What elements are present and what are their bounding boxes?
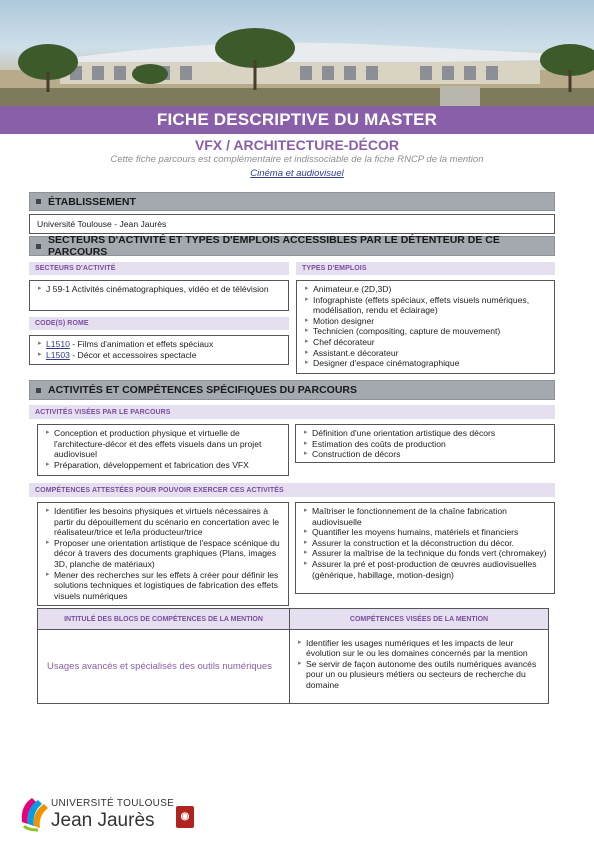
list-item: ▸ Assurer la construction et la déconstruction du décor.: [304, 538, 548, 549]
activites-visees-left-box: [37, 424, 289, 476]
intro-text: Cette fiche parcours est complémentaire et indissociable de la fiche RNCP de la mention: [110, 154, 484, 165]
secteurs-activite-label: SECTEURS D'ACTIVITÉ: [29, 262, 289, 275]
list-item: ▸ Quantifier les moyens humains, matériels et financiers: [304, 527, 548, 538]
list-item: ▸ Se servir de façon autonome des outils numériques avancés pour un ou plusieurs métiers ou secteurs de recherche du domaine: [298, 659, 542, 690]
list-item: ▸ J 59-1 Activités cinématographiques, vidéo et de télévision: [38, 284, 282, 295]
list-item: ▸ Préparation, développement et fabrication des VFX: [46, 460, 282, 471]
rome-code-link[interactable]: L1503: [46, 349, 70, 360]
list-item: ▸ Définition d'une orientation artistique des décors: [304, 428, 548, 439]
list-item: ▸ Technicien (compositing, capture de mouvement): [305, 326, 548, 337]
list-item: ▸ Chef décorateur: [305, 337, 548, 348]
campus-header-photo: [0, 0, 594, 106]
list-item: ▸ Assurer la pré et post-production de œuvres audiovisuelles (générique, habillage, motion-design): [304, 559, 548, 580]
square-bullet-icon: [36, 244, 41, 249]
competences-left-box: [37, 502, 289, 606]
square-bullet-icon: [36, 388, 41, 393]
secteurs-activite-box: [29, 280, 289, 311]
list-item: ▸ Identifier les besoins physiques et virtuels nécessaires à partir du dépouillement du scénario en concertation avec le réalisateur/trice et le/la producteur/trice: [46, 506, 282, 538]
rome-code-text: - Décor et accessoires spectacle: [69, 349, 197, 360]
university-emblem-icon: [18, 792, 52, 832]
list-item: ▸ Infographiste (effets spéciaux, effets visuels numériques, modélisation, rendu et éclairage): [305, 295, 548, 316]
section-secteurs: [29, 236, 555, 256]
types-emplois-label: TYPES D'EMPLOIS: [296, 262, 555, 275]
etablissement-value: Université Toulouse - Jean Jaurès: [29, 214, 555, 234]
code-rome-box: [29, 335, 289, 365]
list-item: ▸ Animateur.e (2D,3D): [305, 284, 548, 295]
page-title: FICHE DESCRIPTIVE DU MASTER: [0, 106, 594, 134]
list-item: ▸ Construction de décors: [304, 449, 548, 460]
section-heading: ÉTABLISSEMENT: [48, 195, 136, 208]
list-item: ▸ Designer d'espace cinématographique: [305, 358, 548, 369]
code-rome-label: CODE(S) ROME: [29, 317, 289, 330]
list-item: ▸ Assistant.e décorateur: [305, 348, 548, 359]
mention-link[interactable]: Cinéma et audiovisuel: [250, 168, 344, 179]
section-heading: ACTIVITÉS ET COMPÉTENCES SPÉCIFIQUES DU PARCOURS: [48, 384, 358, 396]
master-subtitle: VFX / ARCHITECTURE-DÉCOR: [194, 137, 400, 153]
table-header-competences: COMPÉTENCES VISÉES DE LA MENTION: [290, 609, 548, 629]
logo-line-2: Jean Jaurès: [51, 810, 155, 831]
list-item: ▸ Conception et production physique et virtuelle de l'architecture-décor et des effets visuels dans un projet audiovisuel: [46, 428, 282, 460]
list-item: ▸ Assurer la maîtrise de la technique du fonds vert (chromakey): [304, 548, 548, 559]
types-emplois-box: [296, 280, 555, 374]
logo-line-1: UNIVERSITÉ TOULOUSE: [51, 798, 175, 809]
square-bullet-icon: [36, 199, 41, 204]
seal-icon: ◉: [176, 806, 194, 828]
section-activites: [29, 380, 555, 400]
table-row-competences: [290, 629, 548, 703]
list-item: ▸ Estimation des coûts de production: [304, 439, 548, 450]
list-item: [38, 339, 282, 350]
rome-code-link[interactable]: L1510: [46, 339, 70, 349]
list-item: ▸ Proposer une orientation artistique de l'espace scénique du décor à travers des documents graphiques (Plans, images 3D, planche de matériaux): [46, 538, 282, 570]
activites-visees-right-box: [295, 424, 555, 463]
table-header-blocs: INTITULÉ DES BLOCS DE COMPÉTENCES DE LA MENTION: [38, 609, 290, 629]
competences-table: [37, 608, 549, 704]
rome-code-text: - Films d'animation et effets spéciaux: [69, 339, 214, 349]
competences-attestees-label: COMPÉTENCES ATTESTÉES POUR POUVOIR EXERCER CES ACTIVITÉS: [29, 483, 555, 497]
list-item: [38, 350, 282, 361]
activites-visees-label: ACTIVITÉS VISÉES PAR LE PARCOURS: [29, 405, 555, 419]
list-item: ▸ Identifier les usages numériques et les impacts de leur évolution sur le ou les domaines concernés par la mention: [298, 638, 542, 659]
list-item: ▸ Maîtriser le fonctionnement de la chaîne fabrication audiovisuelle: [304, 506, 548, 527]
competences-right-box: [295, 502, 555, 594]
list-item: ▸ Mener des recherches sur les effets à créer pour définir les solutions techniques et logistiques de fabrication des effets visuels numériques: [46, 570, 282, 602]
list-item: ▸ Motion designer: [305, 316, 548, 327]
table-row-title: Usages avancés et spécialisés des outils numériques: [38, 629, 290, 703]
section-etablissement: [29, 192, 555, 211]
section-heading: SECTEURS D'ACTIVITÉ ET TYPES D'EMPLOIS ACCESSIBLES PAR LE DÉTENTEUR DE CE PARCOURS: [48, 234, 500, 258]
